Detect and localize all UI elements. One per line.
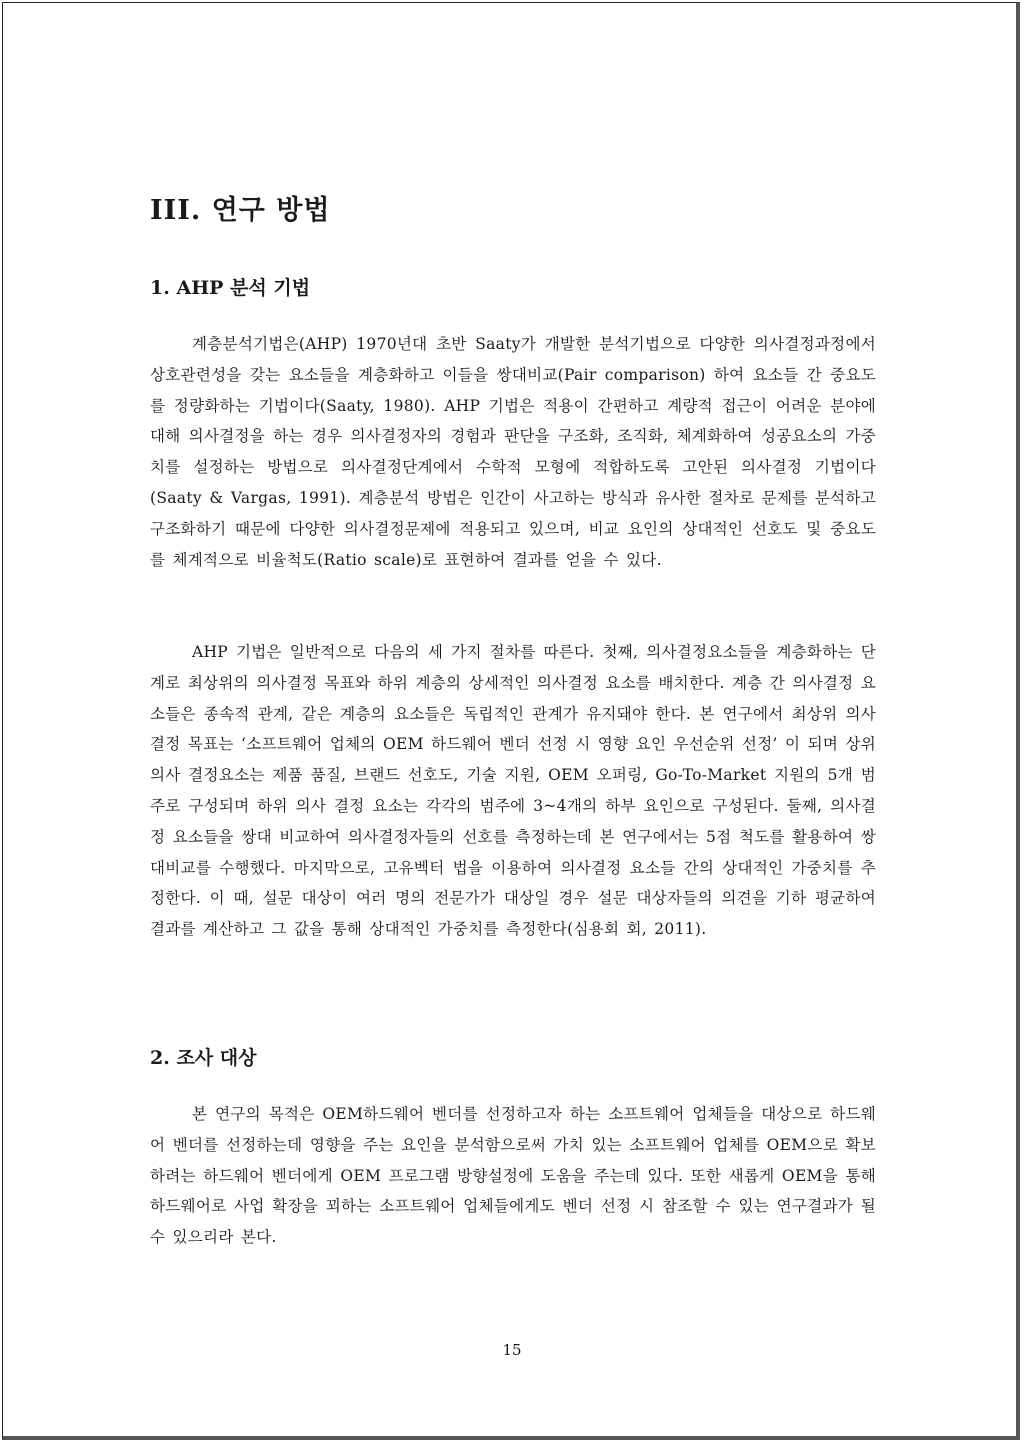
document-page (2, 2, 1020, 1440)
section-title-survey-target: 2. 조사 대상 (150, 1047, 257, 1069)
paragraph-ahp-procedure: AHP 기법은 일반적으로 다음의 세 가지 절차를 따른다. 첫째, 의사결정요소들을 계층화하는 단계로 최상위의 의사결정 목표와 하위 계층의 상세적인 의사결정 요소를 배치한다. 계층 간 의사결정 요소들은 종속적 관계, 같은 계층의 요소들은 독립적인 관계가 유지돼야 한다. 본 연구에서 최상위 의사결정 목표는 ‘소프트웨어 업체의 OEM 하드웨어 벤더 선정 시 영향 요인 우선순위 선정’ 이 되며 상위 의사 결정요소는 제품 품질, 브랜드 선호도, 기술 지원, OEM 오퍼링, Go-To-Market 지원의 5개 범주로 구성되며 하위 의사 결정 요소는 각각의 범주에 3~4개의 하부 요인으로 구성된다. 둘째, 의사결정 요소들을 쌍대 비교하여 의사결정자들의 선호를 측정하는데 본 연구에서는 5점 척도를 활용하여 쌍대비교를 수행했다. 마지막으로, 고유벡터 법을 이용하여 의사결정 요소들 간의 상대적인 가중치를 추정한다. 이 때, 설문 대상이 여러 명의 전문가가 대상일 경우 설문 대상자들의 의견을 기하 평균하여 결과를 계산하고 그 값을 통해 상대적인 가중치를 측정한다(심용회 회, 2011). (150, 643, 876, 939)
chapter-title: III. 연구 방법 (150, 195, 331, 226)
page-number: 15 (502, 1341, 522, 1359)
paragraph-ahp-intro: 계층분석기법은(AHP) 1970년대 초반 Saaty가 개발한 분석기법으로 다양한 의사결정과정에서 상호관련성을 갖는 요소들을 계층화하고 이들을 쌍대비교(Pair comparison) 하여 요소들 간 중요도를 정량화하는 기법이다(Saaty, 1980). AHP 기법은 적용이 간편하고 계량적 접근이 어려운 분야에 대해 의사결정을 하는 경우 의사결정자의 경험과 판단을 구조화, 조직화, 체계화하여 성공요소의 가중치를 설정하는 방법으로 의사결정단계에서 수학적 모형에 적합하도록 고안된 의사결정 기법이다(Saaty & Vargas, 1991). 계층분석 방법은 인간이 사고하는 방식과 유사한 절차로 문제를 분석하고 구조화하기 때문에 다양한 의사결정문제에 적용되고 있으며, 비교 요인의 상대적인 선호도 및 중요도를 체계적으로 비율척도(Ratio scale)로 표현하여 결과를 얻을 수 있다. (150, 335, 876, 569)
paragraph-survey-target: 본 연구의 목적은 OEM하드웨어 벤더를 선정하고자 하는 소프트웨어 업체들을 대상으로 하드웨어 벤더를 선정하는데 영향을 주는 요인을 분석함으로써 가치 있는 소프트웨어 업체를 OEM으로 확보하려는 하드웨어 벤더에게 OEM 프로그램 방향설정에 도움을 주는데 있다. 또한 새롭게 OEM을 통해 하드웨어로 사업 확장을 꾀하는 소프트웨어 업체들에게도 벤더 선정 시 참조할 수 있는 연구결과가 될 수 있으리라 본다. (150, 1105, 876, 1247)
section-title-ahp: 1. AHP 분석 기법 (150, 277, 311, 299)
